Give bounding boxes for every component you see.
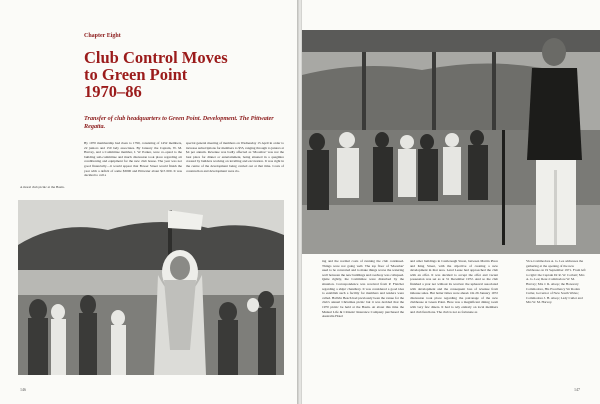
chapter-subtitle: Transfer of club headquarters to Green Point. Development. The Pittwater Regatta. <box>84 115 274 130</box>
right-photo-caption: Vice-Commodore A. G. Lee addresses the gathering at the opening of the new clubhouse on 19 September 1971. From left to right: the Captain Dr R. W. Corbett; Mrs A. G. Lee; Rear-Commodore W. M. Harvey; Mrs J. R. Alsop; the Honorary Commodore, His Excellency Sir Roden Cutler, Governor of New South Wales; Commodore J. H. Alsop; Lady Cutler and Mrs W. M. Harvey. <box>526 259 586 305</box>
title-line-2: to Green Point <box>84 65 188 84</box>
page-number-left: 146 <box>20 387 26 392</box>
right-page <box>302 0 600 404</box>
chapter-title <box>84 49 284 100</box>
title-line-1: Club Control Moves <box>84 48 228 67</box>
left-text-column-2: special general meeting of members on Wednesday 15 April in order to increase subscriptions for members to $55, ranging through to juniors at $4 per annum. Revenue was badly affected as 'Moonbar' was not the best place for dinner or entertainment, being situated in a quagmire created by builders working on levelling and excavation. It was right in the centre of the development being carried out at that time. Costs of construction and development were ris- <box>186 141 284 173</box>
title-line-3: 1970–86 <box>84 82 142 101</box>
left-photo-caption: A moral club picnic at the Basin. <box>20 185 65 189</box>
clubhouse-opening-photo <box>302 30 600 254</box>
chapter-label: Chapter Eight <box>84 33 121 39</box>
picnic-photo <box>18 200 284 375</box>
left-page <box>0 0 298 404</box>
left-text-column-1: By 1970 membership had risen to 1790, consisting of 1452 members, 22 juniors and 150 lady associates. By January the Captain, W. M. Harvey, and a Committee member, J. W. Parker, were co-opted to the building sub-committee and much discussion took place regarding air conditioning and equipment for the new club house. The year was not good financially—it would appear that Bower Street would finish the year with a deficit of some $3000 and Pittwater about $15 000. It was decided to call a <box>84 141 182 178</box>
right-text-column-1: ing and the normal costs of running the club continued. Things were not going well. The top floor of 'Moonbar' used to be converted and to make things worse the watering well between the new buildings and roadway was collapsed. Quite rightly, the Committee were disturbed by the situation. Correspondence was received from P. Fletcher regarding a ships' chandlery. It was considered a good idea to establish such a facility for members and tenders were called. Hallvin Beach had previously been the venue for the club's annual Christmas picnic but it was decided that the 1970 picnic be held at the Basin. At about this time the Mutual Life & Citizens' Insurance Company purchased the Australia Hotel <box>322 259 404 319</box>
page-number-right: 147 <box>574 387 580 392</box>
right-text-column-2: and other buildings in Castlereagh Street, between Martin Place and King Street, with the objective of creating a new development in that area. Lend Lease had approached the club with an offer. It was decided to accept the offer and vacant possession was set as at 31 December 1972. And so the club finished a year not without its worries: the upheaval associated with development and the consequent loss of revenue from inhouse sales. But better times were ahead. On 26 January 1972 discussion took place regarding the patronage of the new clubhouse at Green Point. Here was a magnificent dining room with very few diners. It had to rely entirely on local members and club functions. The club is not as fortunate as <box>410 259 498 314</box>
